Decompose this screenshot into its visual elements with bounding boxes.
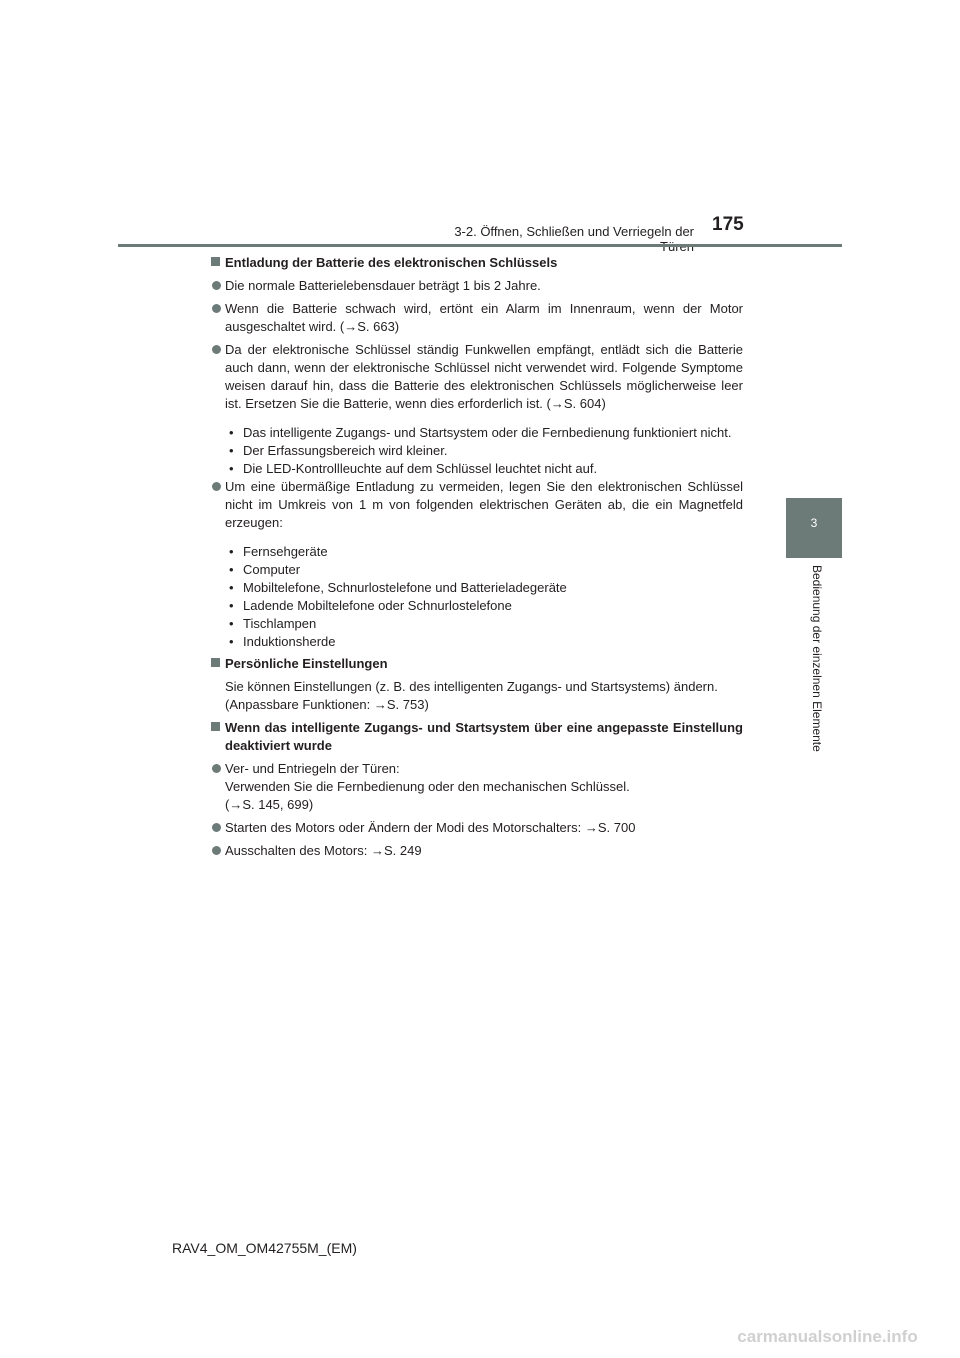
bullet-dot-icon	[212, 281, 221, 290]
device-list	[211, 543, 743, 651]
square-marker-icon	[211, 722, 220, 731]
bullet-item	[211, 478, 743, 532]
square-marker-icon	[211, 257, 220, 266]
bullet-item	[211, 842, 743, 860]
bullet-text: (→S. 145, 699)	[225, 797, 314, 812]
chapter-number: 3	[810, 516, 818, 530]
bullet-item	[211, 760, 743, 814]
bullet-text: Da der elektronische Schlüssel ständig Funkwellen empfängt, entlädt sich die Batterie auch dann, wenn der elektronische Schlüssel nicht verwendet wird. Folgende Symptome weisen darauf hin, dass die Batterie des elektronischen Schlüssels möglicherweise leer ist. Ersetzen Sie die Batterie, wenn dies erforderlich ist. (→S. 604)	[225, 342, 743, 411]
list-item: • Computer	[229, 561, 743, 579]
bullet-dot-icon	[212, 764, 221, 773]
chapter-label: Bedienung der einzelnen Elemente	[810, 565, 824, 752]
chapter-tab	[786, 498, 842, 558]
bullet-text: Starten des Motors oder Ändern der Modi des Motorschalters: →S. 700	[225, 820, 636, 835]
bullet-dot-icon	[212, 846, 221, 855]
bullet-text: Ausschalten des Motors: →S. 249	[225, 843, 422, 858]
bullet-item	[211, 300, 743, 336]
paragraph: Sie können Einstellungen (z. B. des intelligenten Zugangs- und Startsystems) ändern.	[225, 679, 718, 694]
document-code: RAV4_OM_OM42755M_(EM)	[172, 1240, 357, 1256]
section-heading-deactivated	[211, 719, 743, 755]
list-item: • Mobiltelefone, Schnurlostelefone und Batterieladegeräte	[229, 579, 743, 597]
bullet-item	[211, 277, 743, 295]
list-item: • Ladende Mobiltelefone oder Schnurlostelefone	[229, 597, 743, 615]
bullet-item	[211, 819, 743, 837]
bullet-dot-icon	[212, 482, 221, 491]
bullet-dot-icon	[212, 823, 221, 832]
heading-text: Entladung der Batterie des elektronischen Schlüssels	[225, 255, 558, 270]
heading-text: Wenn das intelligente Zugangs- und Startsystem über eine angepasste Einstellung deaktiviert wurde	[225, 720, 743, 753]
heading-text: Persönliche Einstellungen	[225, 656, 388, 671]
symptom-list	[211, 424, 743, 478]
header-rule	[118, 244, 842, 247]
square-marker-icon	[211, 658, 220, 667]
watermark: carmanualsonline.info	[737, 1327, 918, 1346]
list-item: • Induktionsherde	[229, 633, 743, 651]
section-heading-personal	[211, 655, 743, 673]
list-item: • Tischlampen	[229, 615, 743, 633]
bullet-text: Die normale Batterielebensdauer beträgt 1 bis 2 Jahre.	[225, 278, 541, 293]
list-item: • Das intelligente Zugangs- und Startsystem oder die Fernbedienung funktioniert nicht.	[229, 424, 743, 442]
section-heading-battery	[211, 254, 743, 272]
bullet-text: Ver- und Entriegeln der Türen:	[225, 761, 400, 776]
bullet-dot-icon	[212, 304, 221, 313]
list-item: • Der Erfassungsbereich wird kleiner.	[229, 442, 743, 460]
bullet-text: Um eine übermäßige Entladung zu vermeiden, legen Sie den elektronischen Schlüssel nicht im Umkreis von 1 m von folgenden elektrischen Geräten ab, die ein Magnetfeld erzeugen:	[225, 479, 743, 530]
bullet-dot-icon	[212, 345, 221, 354]
list-item: • Fernsehgeräte	[229, 543, 743, 561]
paragraph: (Anpassbare Funktionen: →S. 753)	[225, 697, 429, 712]
page-content	[211, 254, 743, 860]
bullet-text: Wenn die Batterie schwach wird, ertönt ein Alarm im Innenraum, wenn der Motor ausgeschaltet wird. (→S. 663)	[225, 301, 743, 334]
list-item: • Die LED-Kontrollleuchte auf dem Schlüssel leuchtet nicht auf.	[229, 460, 743, 478]
bullet-item	[211, 341, 743, 413]
section-title: 3-2. Öffnen, Schließen und Verriegeln der	[454, 224, 694, 239]
bullet-text: Verwenden Sie die Fernbedienung oder den mechanischen Schlüssel.	[225, 779, 630, 794]
page-number: 175	[712, 214, 744, 235]
